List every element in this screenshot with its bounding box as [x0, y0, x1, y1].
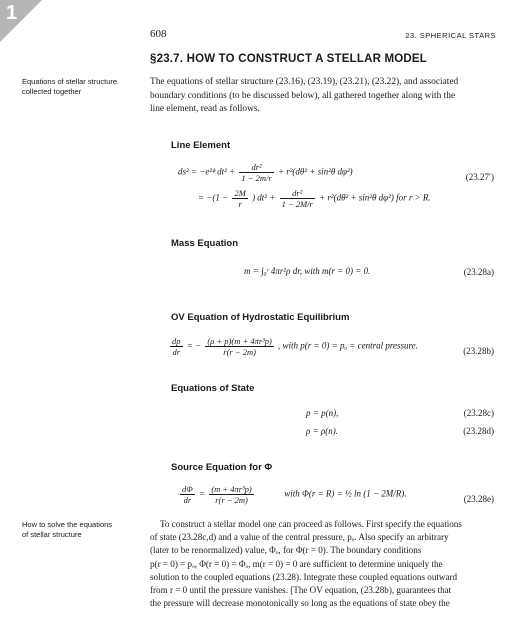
equation-number: (23.28a)	[463, 267, 494, 277]
eq-part: , with p(r = 0) = pₒ = central pressure.	[278, 340, 418, 351]
text-line: from r = 0 until the pressure vanishes. [The OV equation, (23.28b), guarantees that	[150, 585, 452, 596]
margin-note-how-to-solve	[22, 520, 142, 540]
eq-fraction	[280, 188, 315, 209]
equation-eos-pressure: p = p(n),	[306, 408, 339, 418]
text-line: (later to be renormalized) value, Φₒ, for Φ(r = 0). The boundary conditions	[150, 545, 422, 556]
intro-paragraph	[150, 76, 494, 117]
margin-note-line: collected together	[22, 87, 82, 96]
equation-number: (23.28c)	[463, 408, 494, 418]
eq-part: = −(1 −	[198, 192, 229, 203]
text-line: To construct a stellar model one can proceed as follows. First specify the equations	[160, 519, 462, 529]
eq-numerator: dr²	[280, 188, 315, 199]
eq-part: ds² = −e²ᶲ dt² +	[178, 166, 236, 177]
eq-fraction	[205, 336, 273, 357]
eq-denominator: 1 − 2m/r	[241, 173, 272, 183]
text-line: boundary conditions (to be discussed below), all gathered together along with the	[150, 90, 456, 101]
margin-note-line: of stellar structure	[22, 530, 82, 539]
equation-number: (23.28d)	[463, 426, 494, 436]
equation-number: (23.27′)	[465, 172, 494, 182]
running-head: 23. SPHERICAL STARS	[405, 31, 496, 40]
text-line: line element, read as follows.	[150, 104, 260, 114]
eq-denominator: dr	[183, 495, 192, 505]
eq-denominator: r(r − 2m)	[215, 495, 248, 505]
eq-fraction	[209, 484, 253, 505]
eq-numerator: (m + 4πr³p)	[211, 484, 252, 494]
equation-line-element-2	[198, 188, 431, 209]
text-line: The equations of stellar structure (23.16), (23.19), (23.21), (23.22), and associated	[150, 77, 459, 87]
eq-numerator: dΦ	[182, 484, 193, 494]
eq-fraction	[170, 336, 183, 357]
text-line: of state (23.28c,d) and a value of the central pressure, pₒ. Also specify an arbitrary	[150, 532, 449, 543]
equation-number: (23.28b)	[463, 346, 494, 356]
subhead-line-element: Line Element	[171, 140, 231, 151]
margin-note-line: Equations of stellar structure	[22, 77, 118, 86]
eq-part: ) dt² +	[252, 192, 276, 203]
eq-part: + r²(dθ² + sin²θ dφ²)	[277, 166, 353, 177]
page-badge	[0, 0, 44, 44]
eq-part: + r²(dθ² + sin²θ dφ²) for r > R.	[319, 192, 431, 203]
equation-mass: m = ∫₀ʳ 4πr²ρ dr, with m(r = 0) = 0.	[244, 266, 371, 276]
subhead-ov-equation: OV Equation of Hydrostatic Equilibrium	[171, 312, 350, 323]
equation-ov	[168, 336, 418, 357]
eq-numerator: dp	[172, 336, 181, 346]
text-line: p(r = 0) = pₒ, Φ(r = 0) = Φₒ, m(r = 0) = 0 are sufficient to determine uniquely the	[150, 558, 443, 569]
eq-denominator: r(r − 2m)	[223, 347, 256, 357]
text-line: solution to the coupled equations (23.28). Integrate these coupled equations outward	[150, 571, 458, 582]
subhead-equations-of-state: Equations of State	[171, 383, 255, 394]
eq-fraction	[239, 162, 273, 183]
eq-part: =	[198, 488, 206, 499]
margin-note-structure	[22, 77, 142, 97]
closing-paragraph	[150, 518, 494, 610]
eq-fraction	[180, 484, 195, 505]
section-title: §23.7. HOW TO CONSTRUCT A STELLAR MODEL	[150, 53, 427, 65]
eq-numerator: (ρ + p)(m + 4πr³p)	[207, 336, 272, 346]
subhead-mass-equation: Mass Equation	[171, 238, 239, 249]
eq-numerator: 2M	[234, 188, 246, 198]
eq-denominator: 1 − 2M/r	[281, 199, 313, 209]
badge-number: 1	[6, 2, 18, 24]
eq-fraction	[232, 188, 247, 209]
eq-part: = −	[186, 340, 202, 351]
equation-source	[178, 484, 407, 505]
equation-number: (23.28e)	[463, 494, 494, 504]
subhead-source-equation: Source Equation for Φ	[171, 462, 273, 473]
eq-numerator: dr²	[239, 162, 273, 173]
margin-note-line: How to solve the equations	[22, 520, 113, 529]
eq-denominator: dr	[172, 347, 181, 357]
eq-denominator: r	[238, 199, 242, 209]
text-line: the pressure will decrease monotonically so long as the equations of state obey the	[150, 598, 450, 609]
equation-eos-density: ρ = ρ(n).	[306, 426, 338, 436]
eq-part: with Φ(r = R) = ½ ln (1 − 2M/R).	[284, 488, 407, 499]
equation-line-element-1	[178, 162, 353, 183]
page-number: 608	[150, 28, 167, 40]
